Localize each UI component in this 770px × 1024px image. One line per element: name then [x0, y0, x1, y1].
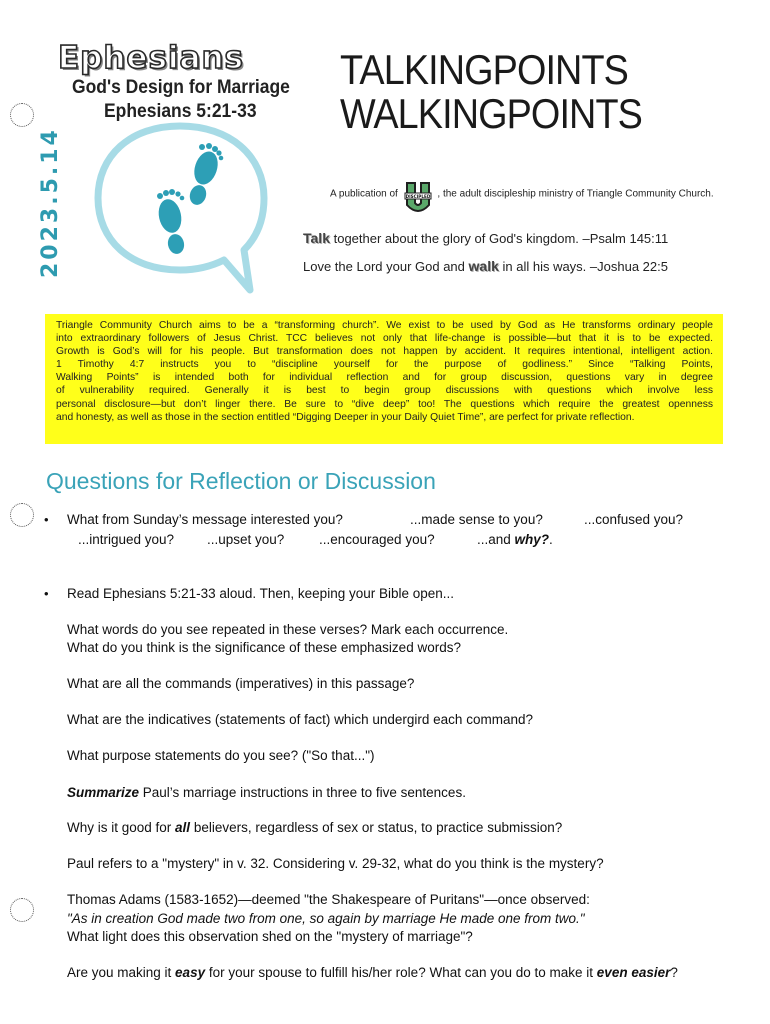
verse-text: together about the glory of God's kingdom. –Psalm 145:11 [329, 231, 669, 246]
q1-interested: What from Sunday’s message interested you? [67, 512, 343, 527]
q2-summarize [67, 785, 466, 800]
bullet-icon: • [44, 512, 49, 527]
section-heading: Questions for Reflection or Discussion [46, 468, 436, 494]
binder-hole-icon [10, 503, 34, 527]
q2-summarize-emphasis: Summarize [67, 785, 140, 800]
title-talkingpoints: TALKINGPOINTS [340, 46, 628, 93]
intro-line: of vulnerability required. Generally it is best to begin group discussions with questions which involve less [56, 385, 713, 397]
q1-upset: ...upset you? [207, 532, 285, 547]
q2-submission-a: Why is it good for [67, 820, 176, 835]
q2-indicatives: What are the indicatives (statements of fact) which undergird each command? [67, 712, 533, 727]
q2-spouse-b: for your spouse to fulfill his/her role? What can you do to make it [205, 965, 597, 980]
sermon-subtitle: God's Design for Marriage [72, 77, 290, 98]
q2-submission [67, 820, 562, 835]
bullet-icon: • [44, 586, 49, 601]
q2-spouse-emphasis-easy: easy [175, 965, 206, 980]
verse-psalm [303, 230, 668, 246]
publication-text-after: , the adult discipleship ministry of Triangle Community Church. [437, 188, 714, 200]
publication-text-before: A publication of [330, 188, 398, 200]
q1-why-prefix: ...and [477, 532, 515, 547]
q2-significance: What do you think is the significance of these emphasized words? [67, 640, 461, 655]
verse-text: in all his ways. –Joshua 22:5 [498, 259, 668, 274]
q2-spouse-emphasis-even-easier: even easier [596, 965, 671, 980]
binder-hole-icon [10, 898, 34, 922]
q2-intro: Read Ephesians 5:21-33 aloud. Then, keeping your Bible open... [67, 586, 455, 601]
scripture-reference: Ephesians 5:21-33 [104, 101, 257, 122]
q2-spouse-role [67, 965, 678, 980]
q2-mystery-of-marriage: What light does this observation shed on the "mystery of marriage"? [67, 929, 473, 944]
q1-encouraged: ...encouraged you? [319, 532, 435, 547]
q1-confused: ...confused you? [584, 512, 684, 527]
q2-spouse-a: Are you making it [67, 965, 176, 980]
q2-summarize-text: Paul’s marriage instructions in three to five sentences. [139, 785, 466, 800]
q2-spouse-c: ? [670, 965, 678, 980]
q2-adams-quote-intro: Thomas Adams (1583-1652)—deemed "the Shakespeare of Puritans"—once observed: [67, 892, 590, 907]
q2-mystery: Paul refers to a "mystery" in v. 32. Considering v. 29-32, what do you think is the mystery? [67, 856, 604, 871]
q2-submission-emphasis: all [175, 820, 191, 835]
footprints-speech-bubble-icon [80, 118, 310, 298]
q2-submission-b: believers, regardless of sex or status, to practice submission? [190, 820, 563, 835]
verse-keyword-talk: Talk [303, 230, 330, 246]
intro-line: 1 Timothy 4:7 instructs you to “discipline yourself for the purpose of godliness.” Since “Talking Points, [56, 359, 713, 371]
q1-why-emphasis: why? [514, 532, 550, 547]
verse-joshua [303, 258, 668, 274]
q1-made-sense: ...made sense to you? [410, 512, 543, 527]
q1-why [477, 532, 553, 547]
q1-why-suffix: . [549, 532, 553, 547]
intro-line: personal disclosure—but don’t linger there. Be sure to “dive deep” too! The questions which require the greatest openness [56, 398, 713, 410]
discipled-u-logo-icon [403, 179, 433, 217]
intro-callout [45, 314, 723, 444]
verse-keyword-walk: walk [468, 258, 499, 274]
logo-text: DISCIPLED [405, 194, 430, 199]
q1-intrigued: ...intrigued you? [78, 532, 175, 547]
binder-hole-icon [10, 103, 34, 127]
q2-commands: What are all the commands (imperatives) in this passage? [67, 676, 415, 691]
verse-prefix: Love the Lord your God and [303, 259, 469, 274]
intro-line: into extraordinary followers of Jesus Christ. TCC believes not only that life-change is possible—but that it is to be expected. [56, 333, 713, 345]
intro-line: and honesty, as well as those in the section entitled “Digging Deeper in your Daily Quiet Time”, are perfect for private reflection. [56, 411, 635, 423]
q2-adams-quote: "As in creation God made two from one, so again by marriage He made one from two." [67, 911, 585, 926]
intro-line: Walking Points” is intended both for individual reflection and for group discussion, questions vary in degree [56, 372, 713, 384]
q2-repeated-words: What words do you see repeated in these verses? Mark each occurrence. [67, 622, 509, 637]
publication-line [330, 175, 714, 213]
title-walkingpoints: WALKINGPOINTS [340, 90, 642, 137]
intro-line: Triangle Community Church aims to be a “transforming church”. We exist to be used by God as He transforms ordinary people [56, 320, 713, 331]
series-title: Ephesians [58, 40, 244, 76]
intro-line: Growth is God’s will for his people. But transformation does not happen by accident. It requires intentional, intelligent action. [56, 346, 713, 358]
issue-date: 2023.5.14 [38, 127, 63, 278]
q2-purpose: What purpose statements do you see? ("So that...") [67, 748, 375, 763]
